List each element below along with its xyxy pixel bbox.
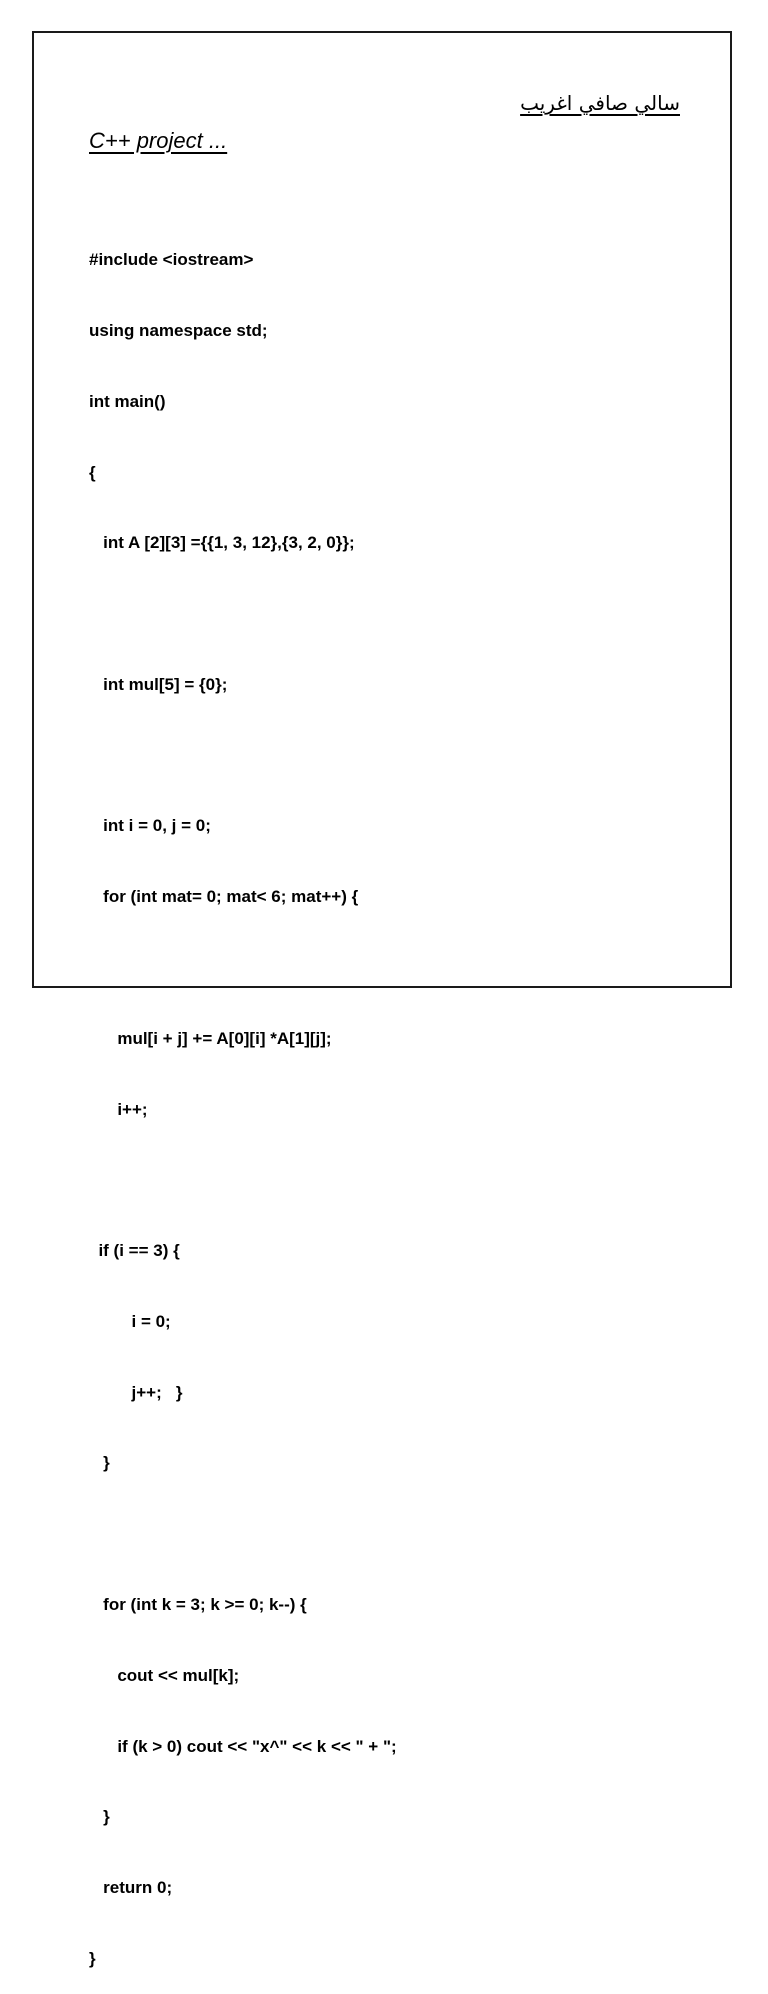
code-line: return 0; — [89, 1878, 173, 1898]
code-listing — [89, 201, 689, 1994]
code-line: int A [2][3] ={{1, 3, 12},{3, 2, 0}}; — [89, 533, 355, 553]
document-title: C++ project ... — [89, 128, 228, 153]
code-line — [89, 956, 689, 980]
code-line: int main() — [89, 391, 166, 411]
code-line — [89, 602, 689, 626]
code-line: if (k > 0) cout << "x^" << k << " + "; — [89, 1736, 397, 1756]
code-line — [89, 1168, 689, 1192]
code-line: i = 0; — [89, 1311, 171, 1331]
code-line: mul[i + j] += A[0][i] *A[1][j]; — [89, 1028, 332, 1048]
code-line: #include <iostream> — [89, 250, 254, 270]
code-line: { — [89, 462, 96, 482]
code-line: } — [89, 1453, 110, 1473]
code-line — [89, 744, 689, 768]
code-line: if (i == 3) { — [89, 1241, 180, 1261]
code-line: j++; } — [89, 1382, 183, 1402]
code-line: } — [89, 1807, 110, 1827]
code-line: int i = 0, j = 0; — [89, 816, 211, 836]
code-line: int mul[5] = {0}; — [89, 674, 228, 694]
code-line: cout << mul[k]; — [89, 1665, 240, 1685]
code-line: for (int mat= 0; mat< 6; mat++) { — [89, 887, 359, 907]
code-line: i++; — [89, 1099, 148, 1119]
code-line: for (int k = 3; k >= 0; k--) { — [89, 1595, 307, 1615]
code-line — [89, 1522, 689, 1546]
author-name: سالي صافي اغريب — [520, 91, 680, 115]
code-line: using namespace std; — [89, 320, 268, 340]
code-line: } — [89, 1948, 96, 1968]
